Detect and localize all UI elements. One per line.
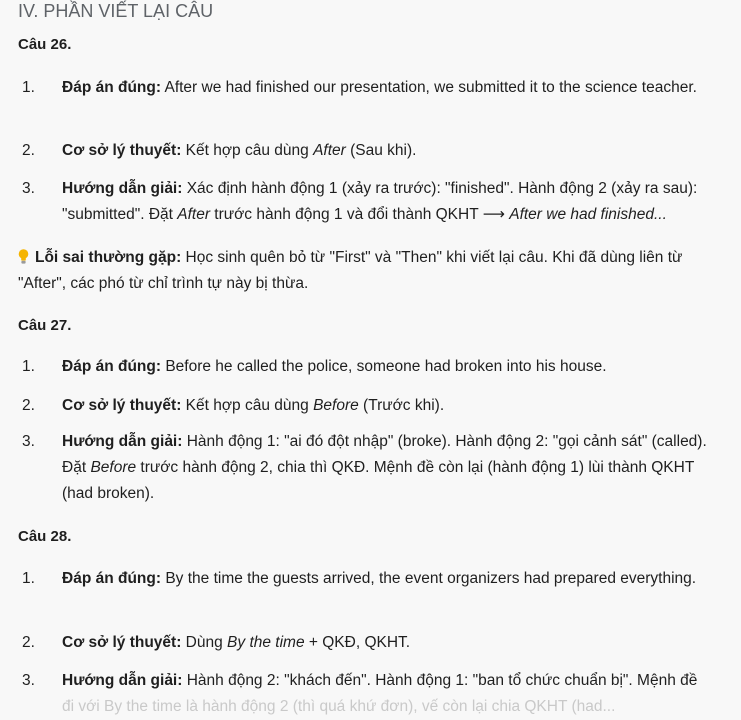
guide-text-faded: đi với By the time là hành động 2 (thì quá khứ đơn), vế còn lại chia QKHT (had...: [62, 698, 616, 715]
guide-emphasis: After: [177, 206, 210, 223]
tip-text: Học sinh quên bỏ từ "First" và "Then" khi viết lại câu. Khi đã dùng liên từ "After", các phó từ chỉ trình tự này bị thừa.: [18, 249, 683, 292]
guide-text: Hành động 1: "ai đó đột nhập" (broke). Hành động 2: "gọi cảnh sát" (called). Đặt: [62, 433, 707, 476]
guide-label: Hướng dẫn giải:: [62, 180, 183, 197]
guide-text: Hành động 2: "khách đến". Hành động 1: "ban tổ chức chuẩn bị". Mệnh đề: [182, 672, 698, 689]
theory-text: Kết hợp câu dùng: [181, 142, 314, 159]
list-item: [18, 75, 723, 101]
theory-emphasis: Before: [313, 397, 359, 414]
list-number: 1.: [22, 358, 35, 375]
theory-emphasis: By the time: [227, 634, 305, 651]
list-item: [18, 393, 723, 419]
list-item: [18, 138, 723, 164]
section-title: IV. PHẦN VIẾT LẠI CÂU: [18, 1, 214, 21]
list-item: [18, 630, 723, 656]
list-number: 1.: [22, 570, 35, 587]
common-mistake-tip: [18, 245, 730, 297]
theory-text-end: (Trước khi).: [358, 397, 445, 414]
list-number: 3.: [22, 180, 35, 197]
answer-text: Before he called the police, someone had broken into his house.: [161, 358, 607, 375]
list-number: 2.: [22, 397, 35, 414]
tip-label: Lỗi sai thường gặp:: [35, 249, 182, 266]
guide-text-mid: trước hành động 1 và đổi thành QKHT ⟶: [209, 206, 510, 223]
theory-label: Cơ sở lý thuyết:: [62, 142, 182, 159]
list-item: [18, 429, 723, 507]
lightbulb-icon: [18, 249, 29, 264]
answer-text: By the time the guests arrived, the event organizers had prepared everything.: [161, 570, 697, 587]
question-28-heading: Câu 28.: [18, 528, 72, 545]
question-26-heading: Câu 26.: [18, 36, 72, 53]
question-27-heading: Câu 27.: [18, 317, 72, 334]
guide-text-end: trước hành động 2, chia thì QKĐ. Mệnh đề còn lại (hành động 1) lùi thành QKHT (had broken).: [62, 459, 695, 502]
answer-label: Đáp án đúng:: [62, 79, 162, 96]
list-number: 3.: [22, 433, 35, 450]
list-item: [18, 176, 723, 228]
list-item: [18, 566, 723, 592]
list-number: 2.: [22, 634, 35, 651]
theory-text-end: + QKĐ, QKHT.: [304, 634, 411, 651]
list-number: 3.: [22, 672, 35, 689]
list-item: [18, 354, 723, 380]
theory-text: Dùng: [181, 634, 228, 651]
answer-label: Đáp án đúng:: [62, 358, 162, 375]
guide-emphasis: Before: [90, 459, 137, 476]
theory-label: Cơ sở lý thuyết:: [62, 397, 182, 414]
theory-text-end: (Sau khi).: [345, 142, 417, 159]
guide-text: Xác định hành động 1 (xảy ra trước): "finished". Hành động 2 (xảy ra sau): "submitted". Đặt: [62, 180, 698, 223]
list-number: 1.: [22, 79, 35, 96]
theory-emphasis: After: [313, 142, 346, 159]
answer-label: Đáp án đúng:: [62, 570, 162, 587]
theory-label: Cơ sở lý thuyết:: [62, 634, 182, 651]
answer-text: After we had finished our presentation, we submitted it to the science teacher.: [161, 79, 697, 96]
guide-emphasis-end: After we had finished...: [509, 206, 667, 223]
list-number: 2.: [22, 142, 35, 159]
theory-text: Kết hợp câu dùng: [181, 397, 314, 414]
guide-label: Hướng dẫn giải:: [62, 433, 183, 450]
guide-label: Hướng dẫn giải:: [62, 672, 183, 689]
list-item: [18, 668, 723, 720]
